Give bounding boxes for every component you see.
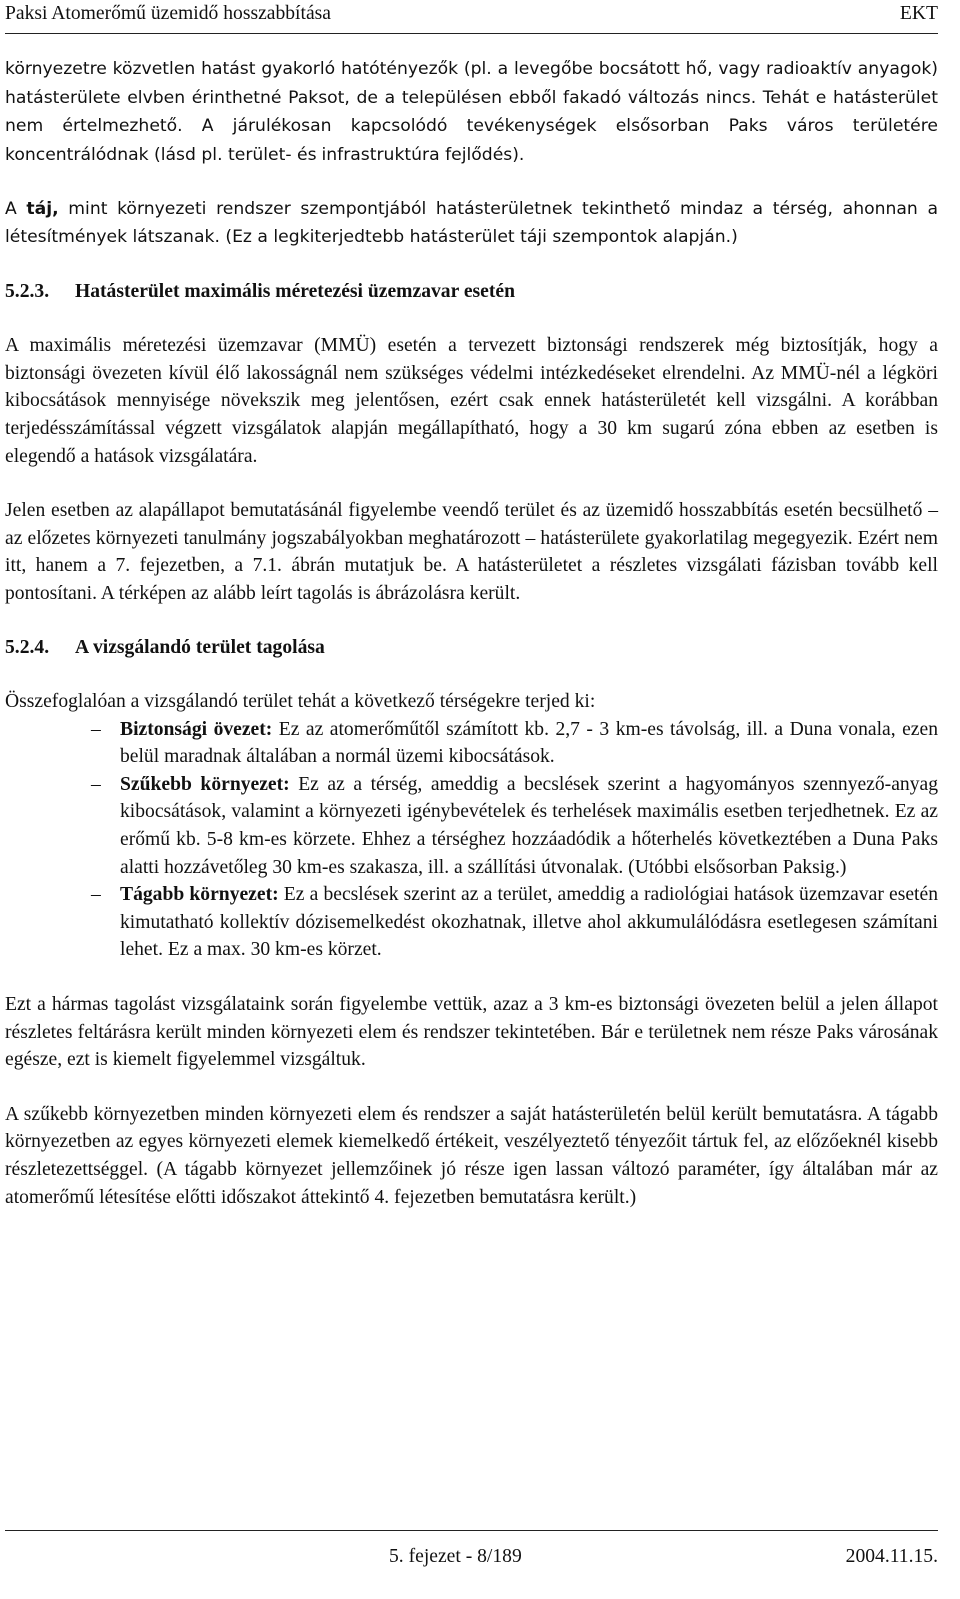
document-date: 2004.11.15. bbox=[845, 1546, 938, 1567]
paragraph-1-tail: infrastruktúra fejlődés). bbox=[321, 144, 525, 165]
list-item-term: Biztonsági övezet: bbox=[120, 718, 273, 740]
paragraph-2-bold: táj, bbox=[26, 199, 59, 220]
paragraph-6: Ezt a hármas tagolást vizsgálataink során figyelembe vettük, azaz a 3 km-es biztonsági övezeten belül a jelen állapot részletes feltárásra került minden környezeti elem és rendszer tekintetében. Bár e területnek nem része Paks városának egésze, ezt is kiemelt figyelemmel vizsgáltuk. bbox=[5, 994, 938, 1071]
page-number: 5. fejezet - 8/189 bbox=[389, 1546, 522, 1567]
paragraph-1-text: környezetre közvetlen hatást gyakorló hatótényezők (pl. a levegőbe bocsátott hő, vagy radioaktív anyagok) hatásterülete elvben érinthetné Paksot, de a településen ebből fakadó változás nincs. Tehát e hatásterület nem értelmezhető. A járulékosan kapcsolódó tevékenységek elsősorban Paks város területére koncentrálódnak (lásd pl. terület- és bbox=[5, 59, 938, 165]
list-item bbox=[5, 771, 938, 881]
dash-bullet: – bbox=[91, 773, 101, 795]
heading-number: 5.2.4. bbox=[5, 636, 50, 658]
paragraph-5: Összefoglalóan a vizsgálandó terület tehát a következő térségekre terjed ki: bbox=[5, 691, 596, 713]
page-header bbox=[5, 0, 938, 34]
section-heading-5-2-3 bbox=[5, 278, 938, 306]
list-item-term: Szűkebb környezet: bbox=[120, 773, 290, 795]
paragraph-1 bbox=[5, 55, 938, 169]
heading-number: 5.2.3. bbox=[5, 280, 50, 302]
list-item bbox=[5, 881, 938, 964]
paragraph-4: Jelen esetben az alapállapot bemutatásánál figyelembe veendő terület és az üzemidő hosszabbítás esetén becsülhető – az előzetes környezeti tanulmány jogszabályokban meghatározott – hatásterülete gyakorlatilag megegyezik. Ezért nem itt, hanem a 7. fejezetben, a 7.1. ábrán mutatjuk be. A hatásterületet a részletes vizsgálati fázisban tovább kell pontosítani. A térképen az alább leírt tagolás is ábrázolásra került. bbox=[5, 500, 938, 604]
area-list bbox=[5, 716, 938, 964]
paragraph-2-lead: A bbox=[5, 199, 27, 220]
paragraph-7: A szűkebb környezetben minden környezeti elem és rendszer a saját hatásterületén belül került bemutatásra. A tágabb környezetben az egyes környezeti elemek kiemelkedő értékeit, veszélyeztető tényezőit tártuk fel, az előzőeknél kisebb részletezettséggel. (A tágabb környezet jellemzőinek jó része igen lassan változó paraméter, így általában már az atomerőmű létesítése előtti időszakot áttekintő 4. fejezetben bemutatásra került.) bbox=[5, 1103, 938, 1208]
dash-bullet: – bbox=[91, 884, 101, 906]
heading-text: A vizsgálandó terület tagolása bbox=[75, 636, 325, 658]
list-item bbox=[5, 716, 938, 771]
header-title: Paksi Atomerőmű üzemidő hosszabbítása bbox=[5, 3, 331, 24]
list-item-text: Ez az a térség, ameddig a becslések szerint a hagyományos szennyező-anyag kibocsátások, valamint a környezeti igénybevételek és terhelések maximális esetben terjedhetnek. Ez az erőmű kb. 5-8 km-es körzete. Ehhez a térséghez hozzáadódik a hőterhelés következtében a Duna Paks alatti hozzávetőleg 30 km-es szakasza, ill. a szállítási útvonalak. (Utóbbi elsősorban Paksig.) bbox=[120, 773, 938, 878]
section-heading-5-2-4 bbox=[5, 634, 938, 662]
paragraph-2-tail: ahonnan a létesítmények látszanak. (Ez a legkiterjedtebb hatásterület táji szempontok alapján.) bbox=[5, 199, 938, 247]
heading-text: Hatásterület maximális méretezési üzemzavar esetén bbox=[75, 280, 515, 302]
list-item-term: Tágabb környezet: bbox=[120, 884, 279, 906]
document-body bbox=[5, 55, 938, 1211]
dash-bullet: – bbox=[91, 718, 101, 740]
header-short: EKT bbox=[899, 3, 938, 24]
page-footer bbox=[5, 1530, 938, 1571]
paragraph-2-mid: mint környezeti rendszer szempontjából hatásterületnek tekinthető mindaz a térség, bbox=[58, 199, 834, 220]
list-item-text: Ez az atomerőműtől számított kb. 2,7 - 3 km-es távolság, ill. a Duna vonala, ezen belül maradnak általában a normál üzemi kibocsátások. bbox=[120, 718, 938, 768]
paragraph-3: A maximális méretezési üzemzavar (MMÜ) esetén a tervezett biztonsági rendszerek még biztosítják, hogy a biztonsági övezeten kívül élő lakosságnál nem szükséges védelmi intézkedéseket elrendelni. Az MMÜ-nél a légköri kibocsátások mennyisége növekszik meg jelentősen, ezért csak ennek hatásterületét kell vizsgálni. A korábban terjedésszámítással végzett vizsgálatok alapján megállapítható, hogy a 30 km sugarú zóna ebben az esetben is elegendő a hatások vizsgálatára. bbox=[5, 335, 938, 467]
paragraph-2 bbox=[5, 196, 938, 251]
list-item-text: Ez a becslések szerint az a terület, ameddig a radiológiai hatások üzemzavar esetén kimutatható kollektív dózisemelkedést okozhatnak, illetve ahol akkumulálódásra esetlegesen számítani lehet. Ez a max. 30 km-es körzet. bbox=[120, 884, 938, 961]
